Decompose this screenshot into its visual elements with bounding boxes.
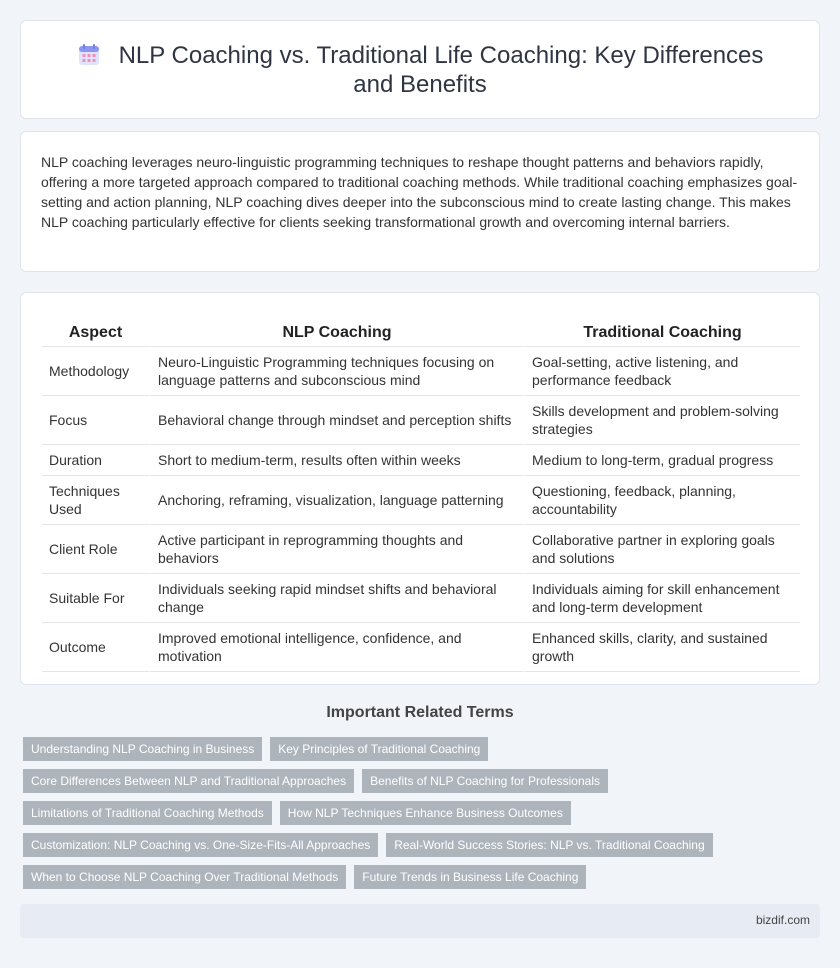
- page-title: NLP Coaching vs. Traditional Life Coaching: Key Differences and Benefits: [61, 41, 779, 99]
- site-name[interactable]: bizdif.com: [755, 913, 810, 927]
- related-term-link[interactable]: Customization: NLP Coaching vs. One-Size-Fits-All Approaches: [23, 833, 378, 857]
- cell-traditional: Medium to long-term, gradual progress: [523, 445, 800, 476]
- table-row: [42, 623, 800, 672]
- related-term-link[interactable]: Future Trends in Business Life Coaching: [354, 865, 586, 889]
- cell-aspect: Client Role: [42, 525, 149, 574]
- table-row: [42, 445, 800, 476]
- comparison-table: [42, 313, 800, 672]
- cell-nlp: Anchoring, reframing, visualization, language patterning: [149, 476, 523, 525]
- comparison-card: [20, 292, 820, 685]
- cell-nlp: Behavioral change through mindset and perception shifts: [149, 396, 523, 445]
- cell-nlp: Individuals seeking rapid mindset shifts and behavioral change: [149, 574, 523, 623]
- related-term-link[interactable]: Limitations of Traditional Coaching Methods: [23, 801, 272, 825]
- related-terms-heading: Important Related Terms: [326, 704, 514, 721]
- cell-traditional: Enhanced skills, clarity, and sustained growth: [523, 623, 800, 672]
- related-term-link[interactable]: Key Principles of Traditional Coaching: [270, 737, 488, 761]
- header-nlp-coaching: NLP Coaching: [149, 313, 523, 347]
- table-row: [42, 574, 800, 623]
- cell-aspect: Suitable For: [42, 574, 149, 623]
- related-term-link[interactable]: Core Differences Between NLP and Traditional Approaches: [23, 769, 354, 793]
- tag-row: [23, 865, 823, 889]
- related-term-link[interactable]: Understanding NLP Coaching in Business: [23, 737, 262, 761]
- intro-text: NLP coaching leverages neuro-linguistic programming techniques to reshape thought patterns and behaviors rapidly, offering a more targeted approach compared to traditional coaching methods. While traditional coaching emphasizes goal-setting and action planning, NLP coaching dives deeper into the subconscious mind to create lasting change. This makes NLP coaching particularly effective for clients seeking transformational growth and overcoming internal barriers.: [41, 154, 798, 230]
- table-row: [42, 476, 800, 525]
- cell-aspect: Focus: [42, 396, 149, 445]
- cell-traditional: Questioning, feedback, planning, accountability: [523, 476, 800, 525]
- cell-traditional: Goal-setting, active listening, and performance feedback: [523, 347, 800, 396]
- tag-row: [23, 801, 823, 825]
- header-aspect: Aspect: [42, 313, 149, 347]
- table-row: [42, 347, 800, 396]
- related-term-link[interactable]: When to Choose NLP Coaching Over Traditional Methods: [23, 865, 346, 889]
- tag-row: [23, 833, 823, 857]
- cell-traditional: Collaborative partner in exploring goals and solutions: [523, 525, 800, 574]
- cell-aspect: Techniques Used: [42, 476, 149, 525]
- header-traditional-coaching: Traditional Coaching: [523, 313, 800, 347]
- header-card: [20, 20, 820, 119]
- cell-aspect: Outcome: [42, 623, 149, 672]
- tag-row: [23, 737, 823, 761]
- cell-nlp: Active participant in reprogramming thoughts and behaviors: [149, 525, 523, 574]
- cell-aspect: Duration: [42, 445, 149, 476]
- cell-nlp: Neuro-Linguistic Programming techniques focusing on language patterns and subconscious mind: [149, 347, 523, 396]
- cell-traditional: Skills development and problem-solving strategies: [523, 396, 800, 445]
- table-row: [42, 525, 800, 574]
- table-row: [42, 396, 800, 445]
- related-term-link[interactable]: How NLP Techniques Enhance Business Outcomes: [280, 801, 571, 825]
- intro-card: [20, 131, 820, 272]
- related-term-link[interactable]: Benefits of NLP Coaching for Professionals: [362, 769, 608, 793]
- cell-nlp: Improved emotional intelligence, confidence, and motivation: [149, 623, 523, 672]
- cell-traditional: Individuals aiming for skill enhancement and long-term development: [523, 574, 800, 623]
- calendar-icon: [77, 43, 101, 67]
- cell-aspect: Methodology: [42, 347, 149, 396]
- table-header-row: [42, 313, 800, 347]
- cell-nlp: Short to medium-term, results often within weeks: [149, 445, 523, 476]
- related-terms-list: [23, 737, 823, 897]
- tag-row: [23, 769, 823, 793]
- footer: [20, 904, 820, 938]
- related-term-link[interactable]: Real-World Success Stories: NLP vs. Traditional Coaching: [386, 833, 712, 857]
